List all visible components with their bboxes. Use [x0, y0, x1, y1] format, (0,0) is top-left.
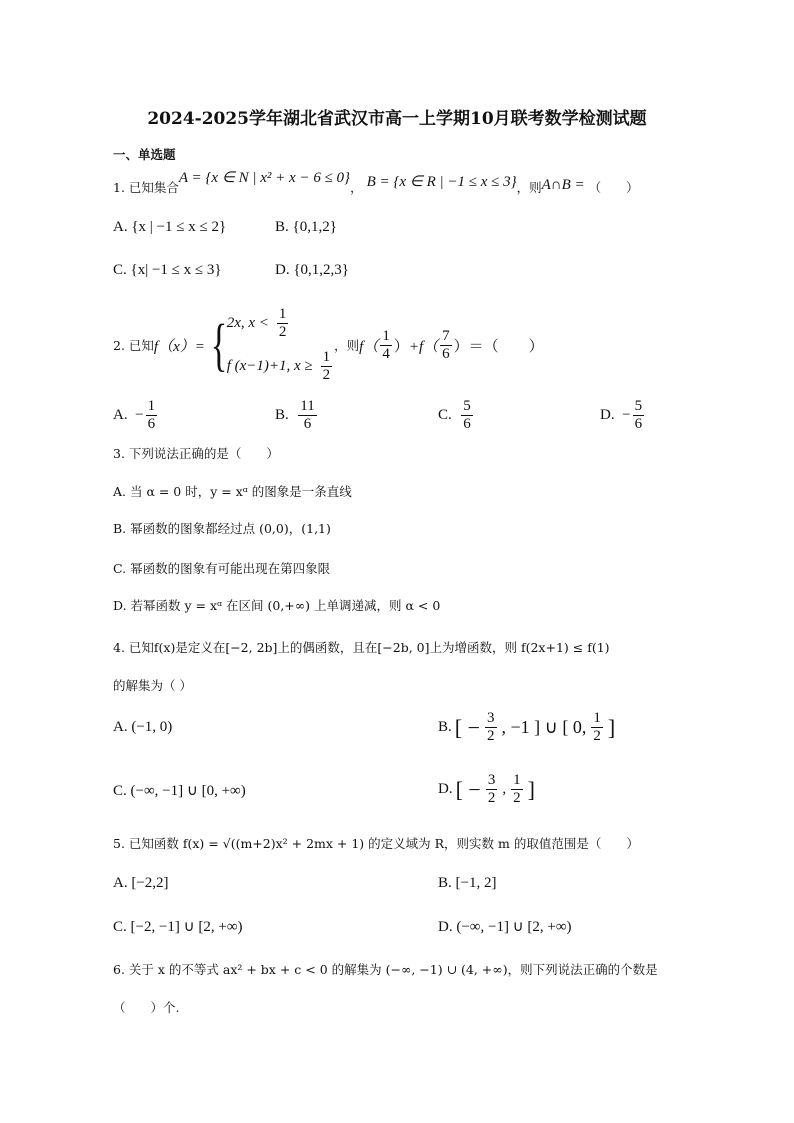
section-heading: 一、单选题: [113, 147, 176, 162]
frac-den: 6: [303, 416, 312, 432]
q1-expr: A∩B =: [541, 177, 585, 193]
q1-option-a: A. {x | −1 ≤ x ≤ 2}: [113, 219, 227, 235]
frac-num: 5: [634, 398, 643, 414]
frac-den: 2: [322, 367, 331, 383]
q2-option-a: [113, 398, 159, 433]
option-label: B.: [275, 406, 289, 423]
frac-num: 5: [463, 398, 471, 414]
option-label: B.: [438, 719, 452, 735]
question-6-cont: （ ）个.: [113, 1000, 180, 1015]
frac-num: 3: [487, 772, 496, 788]
frac-den: 6: [463, 416, 471, 432]
question-6: 6. 关于 x 的不等式 ax² + bx + c < 0 的解集为 (−∞, −1) ∪ (4, +∞)，则下列说法正确的个数是: [113, 962, 658, 977]
frac-den: 6: [634, 416, 643, 432]
frac-num: 7: [442, 327, 450, 344]
q5-option-b: B. [−1, 2]: [438, 875, 497, 891]
option-sign: −: [135, 406, 144, 423]
q4-option-a: A. (−1, 0): [113, 719, 173, 735]
option-part: [ −: [455, 776, 481, 802]
option-part: , −1 ] ∪ [ 0,: [501, 717, 587, 737]
q1-set-b: B = {x ∈ R | −1 ≤ x ≤ 3}: [366, 174, 517, 190]
document-title: 2024-2025学年湖北省武汉市高一上学期10月联考数学检测试题: [147, 109, 647, 129]
question-1: [113, 170, 639, 197]
frac-den: 2: [487, 790, 496, 806]
q5-option-c: C. [−2, −1] ∪ [2, +∞): [113, 919, 243, 935]
q5-option-d: D. (−∞, −1] ∪ [2, +∞): [438, 919, 572, 935]
q1-set-a: A = {x ∈ N | x² + x − 6 ≤ 0}: [178, 170, 351, 186]
q4-option-b: [438, 710, 615, 745]
option-sign: −: [622, 406, 631, 423]
frac-num: 3: [487, 710, 495, 726]
frac-den: 6: [147, 416, 156, 432]
q2-close: ）: [393, 338, 409, 355]
frac-num: 1: [322, 349, 331, 365]
option-label: D.: [600, 406, 615, 423]
q3-option-d: D. 若幂函数 y = xᵅ 在区间 (0,+∞) 上单调递减，则 α < 0: [113, 598, 441, 613]
q3-option-a: A. 当 α = 0 时，y = xᵅ 的图象是一条直线: [113, 484, 352, 499]
question-2: [113, 306, 544, 384]
frac-den: 6: [442, 345, 450, 362]
q1-option-d: D. {0,1,2,3}: [275, 262, 349, 278]
q1-prefix: 1. 已知集合: [113, 180, 179, 195]
frac-den: 2: [278, 324, 287, 340]
option-part: ]: [527, 776, 535, 802]
q5-option-a: A. [−2,2]: [113, 875, 169, 891]
q3-option-b: B. 幂函数的图象都经过点 (0,0)，(1,1): [113, 521, 331, 536]
q2-f1: f（: [359, 338, 379, 355]
frac-num: 1: [382, 327, 390, 344]
question-5: 5. 已知函数 f(x) = √((m+2)x² + 2mx + 1) 的定义域为 R，则实数 m 的取值范围是（ ）: [113, 836, 639, 851]
q1-then: ，则: [516, 180, 542, 195]
option-part: ,: [502, 781, 507, 797]
q2-option-c: [438, 398, 475, 433]
q1-option-b: B. {0,1,2}: [275, 219, 337, 235]
frac-num: 1: [278, 306, 287, 322]
q4-option-d: [438, 772, 535, 807]
q2-case-1: 2x, x <: [226, 315, 269, 331]
q2-option-d: [600, 398, 646, 433]
q2-option-b: [275, 398, 319, 433]
option-label: A.: [113, 406, 128, 423]
option-label: D.: [438, 781, 453, 797]
left-brace-icon: {: [210, 312, 228, 377]
frac-num: 1: [147, 398, 156, 414]
q4-option-c: C. (−∞, −1] ∪ [0, +∞): [113, 783, 246, 799]
option-label: C.: [438, 406, 452, 423]
q2-plus: +f（: [408, 338, 439, 355]
question-4-cont: 的解集为（ ）: [113, 678, 192, 693]
q1-comma: ，: [350, 180, 363, 195]
q1-blank: （ ）: [588, 180, 639, 195]
frac-den: 2: [487, 728, 495, 744]
frac-num: 1: [593, 710, 601, 726]
question-4: 4. 已知f(x)是定义在[−2, 2b]上的偶函数，且在[−2b, 0]上为增函数，则 f(2x+1) ≤ f(1): [113, 640, 610, 655]
q2-fx: f（x）=: [153, 338, 205, 355]
q1-option-c: C. {x| −1 ≤ x ≤ 3}: [113, 262, 222, 278]
option-part: ]: [607, 714, 616, 740]
option-part: [ −: [454, 714, 480, 740]
frac-den: 4: [382, 345, 390, 362]
q3-option-c: C. 幂函数的图象有可能出现在第四象限: [113, 561, 331, 576]
frac-num: 11: [300, 398, 315, 414]
q2-then: ，则: [334, 338, 360, 353]
q2-close-blank: ）＝（ ）: [453, 338, 544, 355]
frac-num: 1: [513, 772, 521, 788]
frac-den: 2: [513, 790, 521, 806]
q2-case-2: f (x−1)+1, x ≥: [226, 358, 313, 374]
q2-cases: [227, 306, 334, 384]
q2-prefix: 2. 已知: [113, 338, 154, 353]
frac-den: 2: [593, 728, 601, 744]
question-3: 3. 下列说法正确的是（ ）: [113, 446, 279, 461]
